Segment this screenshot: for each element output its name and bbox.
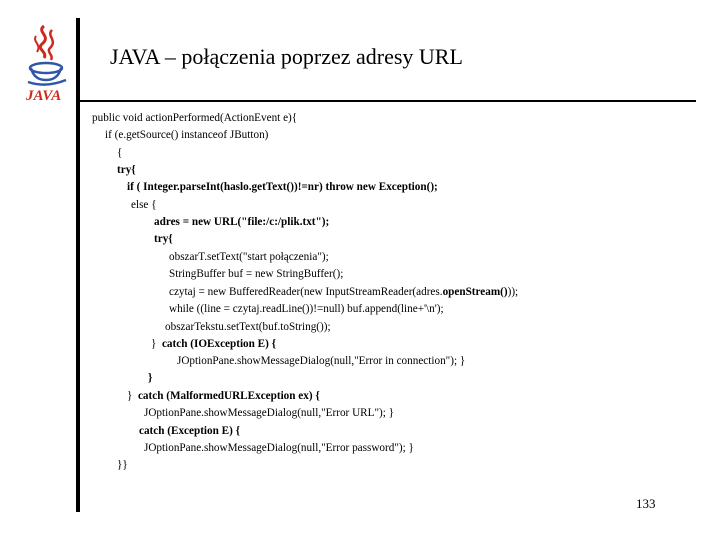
code-line: catch (Exception E) { [139, 425, 241, 437]
code-line: if ( Integer.parseInt(haslo.getText())!=nr) throw new Exception(); [127, 181, 438, 193]
code-line: try{ [154, 233, 173, 245]
code-line: while ((line = czytaj.readLine())!=null) buf.append(line+'\n'); [169, 303, 444, 315]
code-line: try{ [117, 164, 136, 176]
code-line: adres = new URL("file:/c:/plik.txt"); [154, 216, 330, 228]
code-line [169, 285, 518, 299]
code-line: } [148, 372, 153, 384]
code-line [151, 337, 276, 351]
code-line: public void actionPerformed(ActionEvent e){ [92, 112, 298, 124]
code-line: JOptionPane.showMessageDialog(null,"Error in connection"); } [177, 355, 466, 367]
code-segment: } [127, 390, 133, 402]
code-segment: czytaj = new BufferedReader(new InputStreamReader(adres. [169, 286, 443, 298]
code-line: }} [117, 459, 128, 471]
code-segment-bold: catch (MalformedURLException ex) { [137, 390, 320, 402]
code-line: else { [131, 199, 157, 211]
logo-text: JAVA [26, 88, 62, 104]
code-line: JOptionPane.showMessageDialog(null,"Error URL"); } [144, 407, 395, 419]
code-line: { [117, 147, 123, 159]
slide-title: JAVA – połączenia poprzez adresy URL [110, 44, 463, 69]
code-segment-bold: openStream() [442, 286, 508, 298]
code-line: obszarT.setText("start połączenia"); [169, 251, 329, 263]
code-line: obszarTekstu.setText(buf.toString()); [165, 321, 331, 333]
code-segment-bold: catch (IOException E) { [161, 338, 277, 350]
code-segment: )); [507, 286, 519, 298]
code-line: StringBuffer buf = new StringBuffer(); [169, 268, 344, 280]
code-line: if (e.getSource() instanceof JButton) [105, 129, 269, 141]
code-segment: } [151, 338, 157, 350]
code-line: JOptionPane.showMessageDialog(null,"Error password"); } [144, 442, 414, 454]
page-number: 133 [636, 496, 656, 511]
code-line [127, 389, 320, 403]
